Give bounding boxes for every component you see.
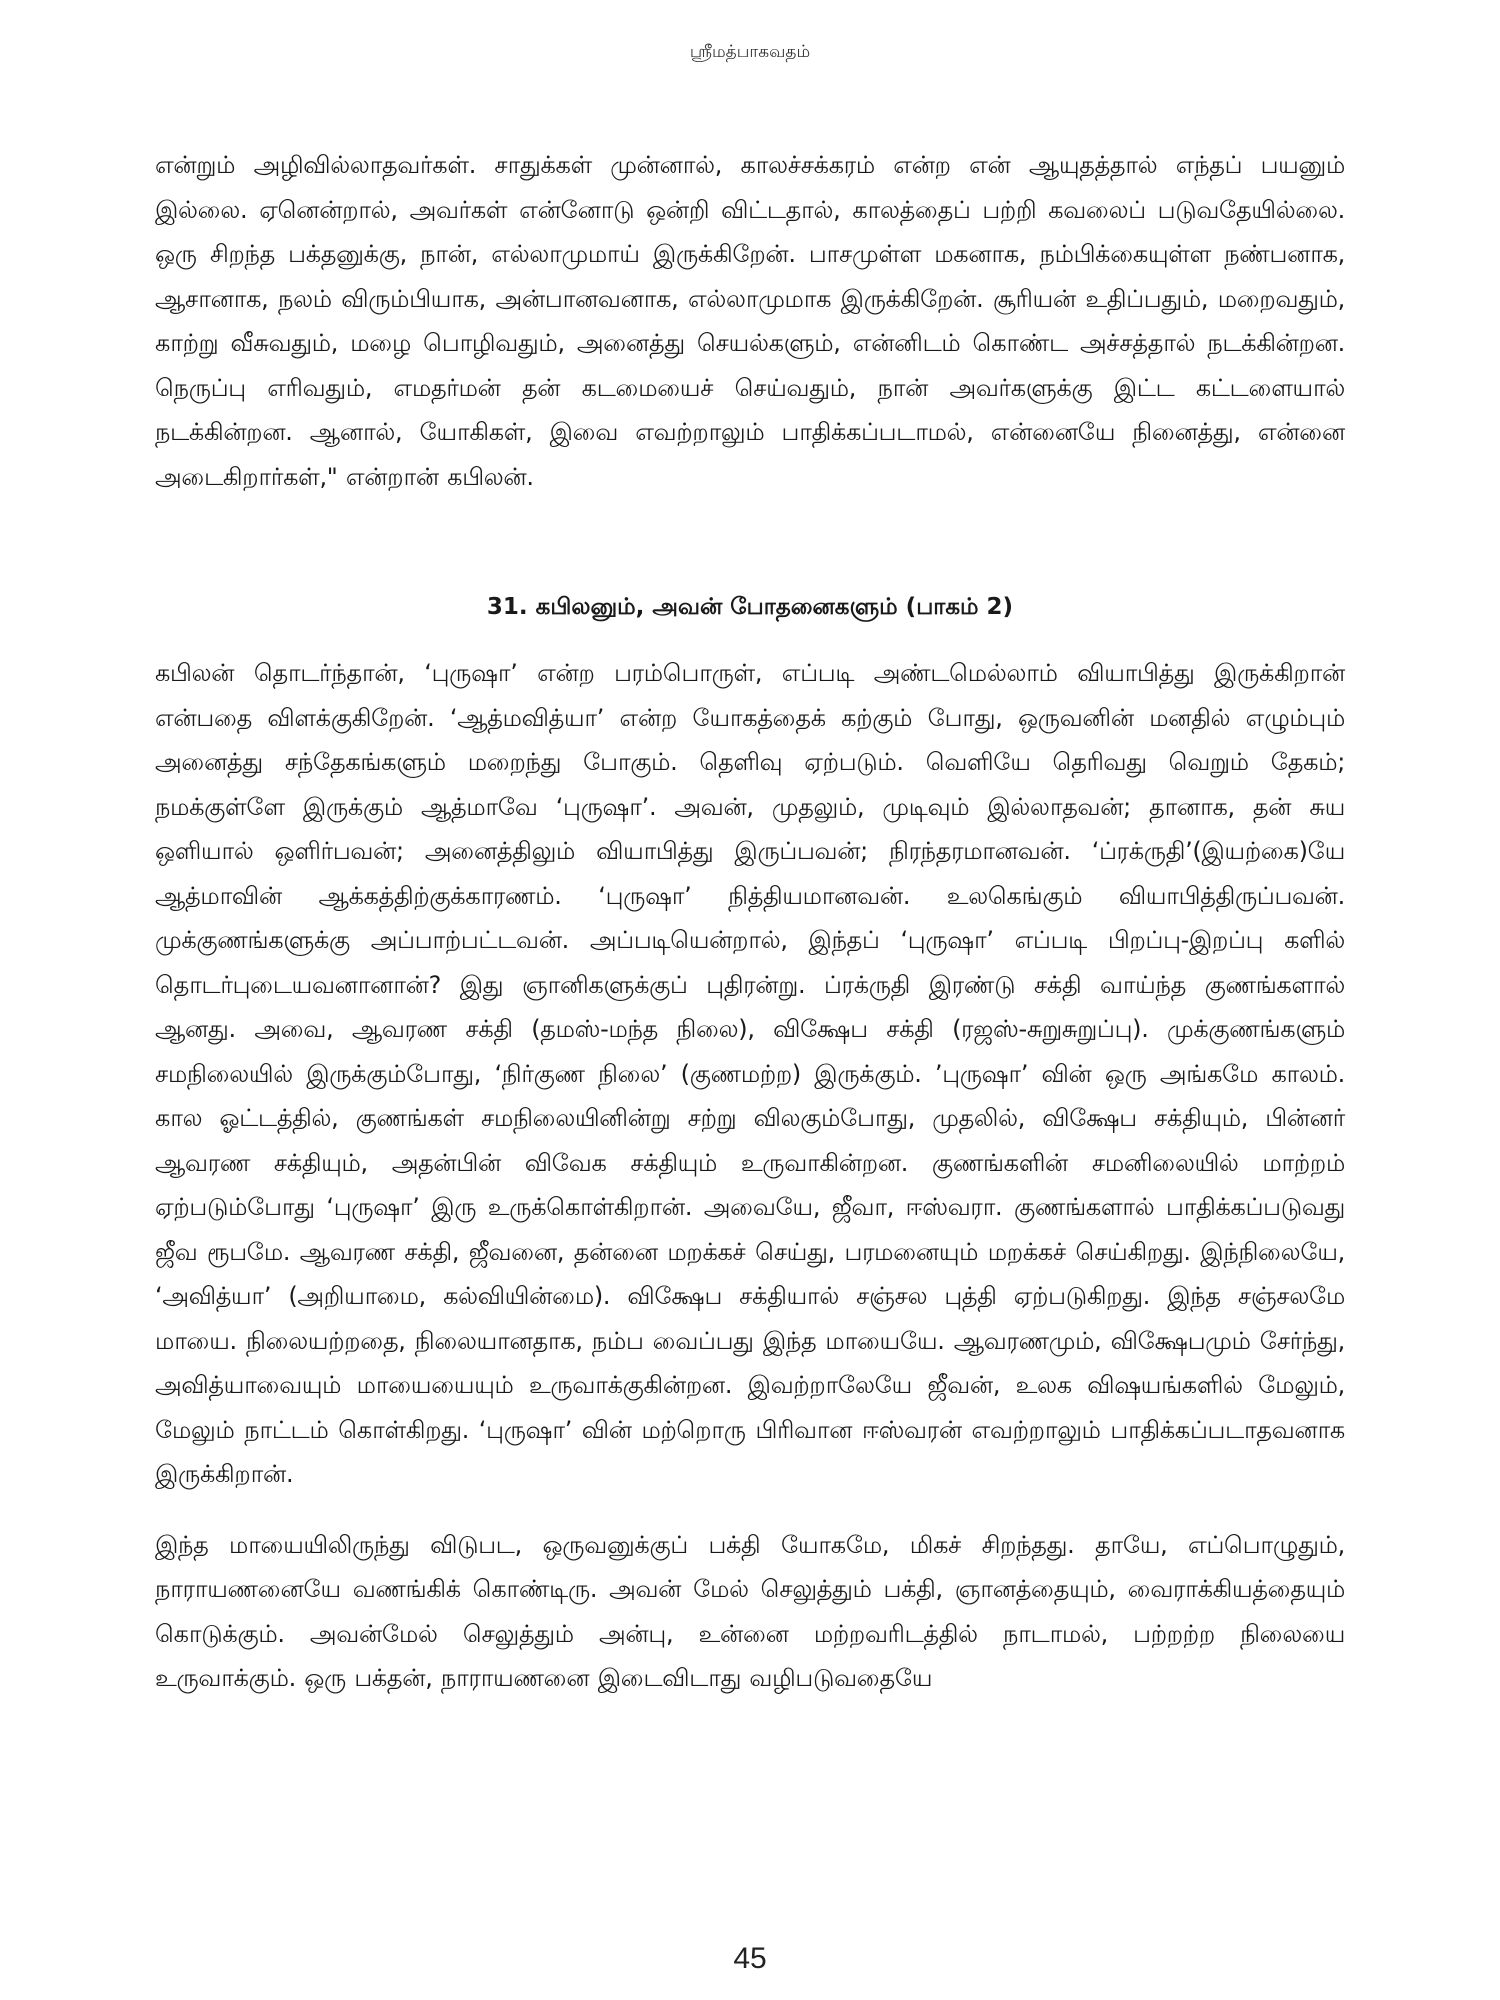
paragraph-continued: என்றும் அழிவில்லாதவர்கள். சாதுக்கள் முன்னால், காலச்சக்கரம் என்ற என் ஆயுதத்தால் எந்தப் பயனும் இல்லை. ஏனென்றால், அவர்கள் என்னோடு ஒன்றி விட்டதால், காலத்தைப் பற்றி கவலைப் படுவதேயில்லை. ஒரு சிறந்த பக்தனுக்கு, நான், எல்லாமுமாய் இருக்கிறேன். பாசமுள்ள மகனாக, நம்பிக்கையுள்ள நண்பனாக, ஆசானாக, நலம் விரும்பியாக, அன்பானவனாக, எல்லாமுமாக இருக்கிறேன். சூரியன் உதிப்பதும், மறைவதும், காற்று வீசுவதும், மழை பொழிவதும், அனைத்து செயல்களும், என்னிடம் கொண்ட அச்சத்தால் நடக்கின்றன. நெருப்பு எரிவதும், எமதர்மன் தன் கடமையைச் செய்வதும், நான் அவர்களுக்கு இட்ட கட்டளையால் நடக்கின்றன. ஆனால், யோகிகள், இவை எவற்றாலும் பாதிக்கப்படாமல், என்னையே நினைத்து, என்னை அடைகிறார்கள்," என்றான் கபிலன். [155, 151, 1345, 491]
page-body [155, 143, 1345, 1701]
paragraph: இந்த மாயையிலிருந்து விடுபட, ஒருவனுக்குப் பக்தி யோகமே, மிகச் சிறந்தது. தாயே, எப்பொழுதும், நாராயணனையே வணங்கிக் கொண்டிரு. அவன் மேல் செலுத்தும் பக்தி, ஞானத்தையும், வைராக்கியத்தையும் கொடுக்கும். அவன்மேல் செலுத்தும் அன்பு, உன்னை மற்றவரிடத்தில் நாடாமல், பற்றற்ற நிலையை உருவாக்கும். ஒரு பக்தன், நாராயணனை இடைவிடாது வழிபடுவதையே [155, 1530, 1345, 1692]
running-header: ஸ்ரீமத்பாகவதம் [689, 42, 811, 62]
paragraph: கபிலன் தொடர்ந்தான், ‘புருஷா’ என்ற பரம்பொருள், எப்படி அண்டமெல்லாம் வியாபித்து இருக்கிறான் என்பதை விளக்குகிறேன். ‘ஆத்மவித்யா’ என்ற யோகத்தைக் கற்கும் போது, ஒருவனின் மனதில் எழும்பும் அனைத்து சந்தேகங்களும் மறைந்து போகும். தெளிவு ஏற்படும். வெளியே தெரிவது வெறும் தேகம்; நமக்குள்ளே இருக்கும் ஆத்மாவே ‘புருஷா’. அவன், முதலும், முடிவும் இல்லாதவன்; தானாக, தன் சுய ஒளியால் ஒளிர்பவன்; அனைத்திலும் வியாபித்து இருப்பவன்; நிரந்தரமானவன். ‘ப்ரக்ருதி’(இயற்கை)யே ஆத்மாவின் ஆக்கத்திற்குக்காரணம். ‘புருஷா’ நித்தியமானவன். உலகெங்கும் வியாபித்திருப்பவன். முக்குணங்களுக்கு அப்பாற்பட்டவன். அப்படியென்றால், இந்தப் ‘புருஷா’ எப்படி பிறப்பு-இறப்பு களில் தொடர்புடையவனானான்? இது ஞானிகளுக்குப் புதிரன்று. ப்ரக்ருதி இரண்டு சக்தி வாய்ந்த குணங்களால் ஆனது. அவை, ஆவரண சக்தி (தமஸ்-மந்த நிலை), விக்ஷேப சக்தி (ரஜஸ்-சுறுசுறுப்பு). முக்குணங்களும் சமநிலையில் இருக்கும்போது, ‘நிர்குண நிலை’ (குணமற்ற) இருக்கும். ’புருஷா’ வின் ஒரு அங்கமே காலம். கால ஓட்டத்தில், குணங்கள் சமநிலையினின்று சற்று விலகும்போது, முதலில், விக்ஷேப சக்தியும், பின்னர் ஆவரண சக்தியும், அதன்பின் விவேக சக்தியும் உருவாகின்றன. குணங்களின் சமனிலையில் மாற்றம் ஏற்படும்போது ‘புருஷா’ இரு உருக்கொள்கிறான். அவையே, ஜீவா, ஈஸ்வரா. குணங்களால் பாதிக்கப்படுவது ஜீவ ரூபமே. ஆவரண சக்தி, ஜீவனை, தன்னை மறக்கச் செய்து, பரமனையும் மறக்கச் செய்கிறது. இந்நிலையே, ‘அவித்யா’ (அறியாமை, கல்வியின்மை). விக்ஷேப சக்தியால் சஞ்சல புத்தி ஏற்படுகிறது. இந்த சஞ்சலமே மாயை. நிலையற்றதை, நிலையானதாக, நம்ப வைப்பது இந்த மாயையே. ஆவரணமும், விக்ஷேபமும் சேர்ந்து, அவித்யாவையும் மாயையையும் உருவாக்குகின்றன. இவற்றாலேயே ஜீவன், உலக விஷயங்களில் மேலும், மேலும் நாட்டம் கொள்கிறது. ‘புருஷா’ வின் மற்றொரு பிரிவான ஈஸ்வரன் எவற்றாலும் பாதிக்கப்படாதவனாக இருக்கிறான். [155, 659, 1345, 1488]
chapter-title: 31. கபிலனும், அவன் போதனைகளும் (பாகம் 2) [486, 594, 1014, 620]
page-number: 45 [733, 1942, 767, 1975]
